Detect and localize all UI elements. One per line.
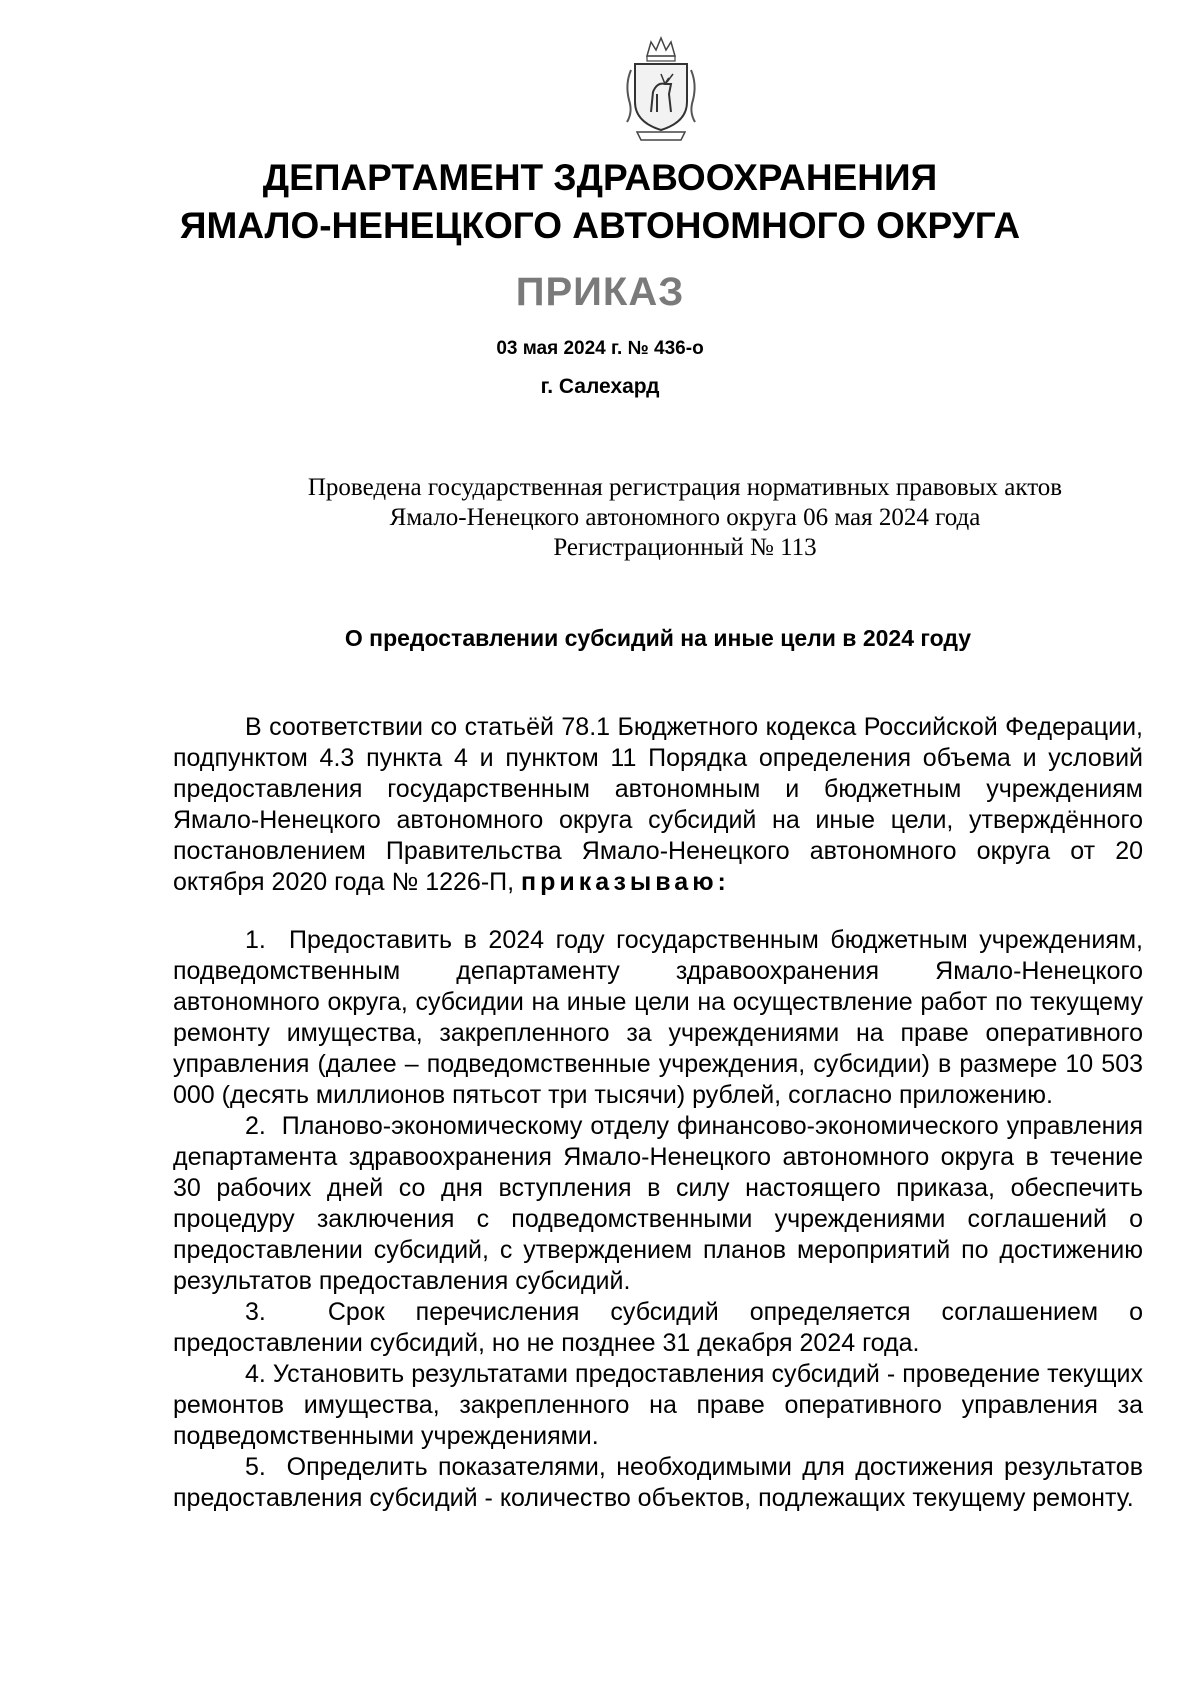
preamble-text: В соответствии со статьёй 78.1 Бюджетного кодекса Российской Федерации, подпунктом 4.3 пункта 4 и пунктом 11 Порядка определения объема и условий предоставления государственным автономным и бюджетным учреждениям Ямало-Ненецкого автономного округа субсидий на иные цели, утверждённого постановлением Правительства Ямало-Ненецкого автономного округа от 20 октября 2020 года № 1226-П, (173, 713, 1143, 896)
order-subject: О предоставлении субсидий на иные цели в 2024 году (344, 625, 972, 651)
department-title-line1: ДЕПАРТАМЕНТ ЗДРАВООХРАНЕНИЯ (262, 157, 938, 198)
order-item: 4. Установить результатами предоставления субсидий - проведение текущих ремонтов имущества, закрепленного на праве оперативного управления за подведомственными учреждениями. (173, 1360, 1143, 1450)
city: г. Салехард (540, 375, 660, 398)
order-item: 1. Предоставить в 2024 году государственным бюджетным учреждениям, подведомственным департаменту здравоохранения Ямало-Ненецкого автономного округа, субсидии на иные цели на осуществление работ по текущему ремонту имущества, закрепленного за учреждениями на праве оперативного управления (далее – подведомственные учреждения, субсидии) в размере 10 503 000 (десять миллионов пятьсот три тысячи) рублей, согласно приложению. (173, 926, 1143, 1109)
registration-line-1: Проведена государственная регистрация нормативных правовых актов (307, 474, 1063, 501)
order-items (173, 925, 1143, 1514)
order-item: 5. Определить показателями, необходимыми для достижения результатов предоставления субсидий - количество объектов, подлежащих текущему ремонту. (173, 1453, 1143, 1512)
date-number: 03 мая 2024 г. № 436-о (496, 338, 704, 359)
document-type: ПРИКАЗ (515, 270, 685, 314)
order-word: приказываю: (521, 868, 730, 896)
order-item: 2. Планово-экономическому отделу финансово-экономического управления департамента здравоохранения Ямало-Ненецкого автономного округа в течение 30 рабочих дней со дня вступления в силу настоящего приказа, обеспечить процедуру заключения с подведомственными учреждениями соглашений о предоставлении субсидий, с утверждением планов мероприятий по достижению результатов предоставления субсидий. (173, 1112, 1143, 1295)
coat-of-arms-icon (623, 34, 699, 144)
registration-line-3: Регистрационный № 113 (553, 534, 817, 561)
order-item: 3. Срок перечисления субсидий определяется соглашением о предоставлении субсидий, но не позднее 31 декабря 2024 года. (173, 1298, 1143, 1357)
department-title-line2: ЯМАЛО-НЕНЕЦКОГО АВТОНОМНОГО ОКРУГА (179, 205, 1021, 246)
preamble-paragraph (173, 712, 1143, 898)
registration-line-2: Ямало-Ненецкого автономного округа 06 мая 2024 года (389, 504, 981, 531)
